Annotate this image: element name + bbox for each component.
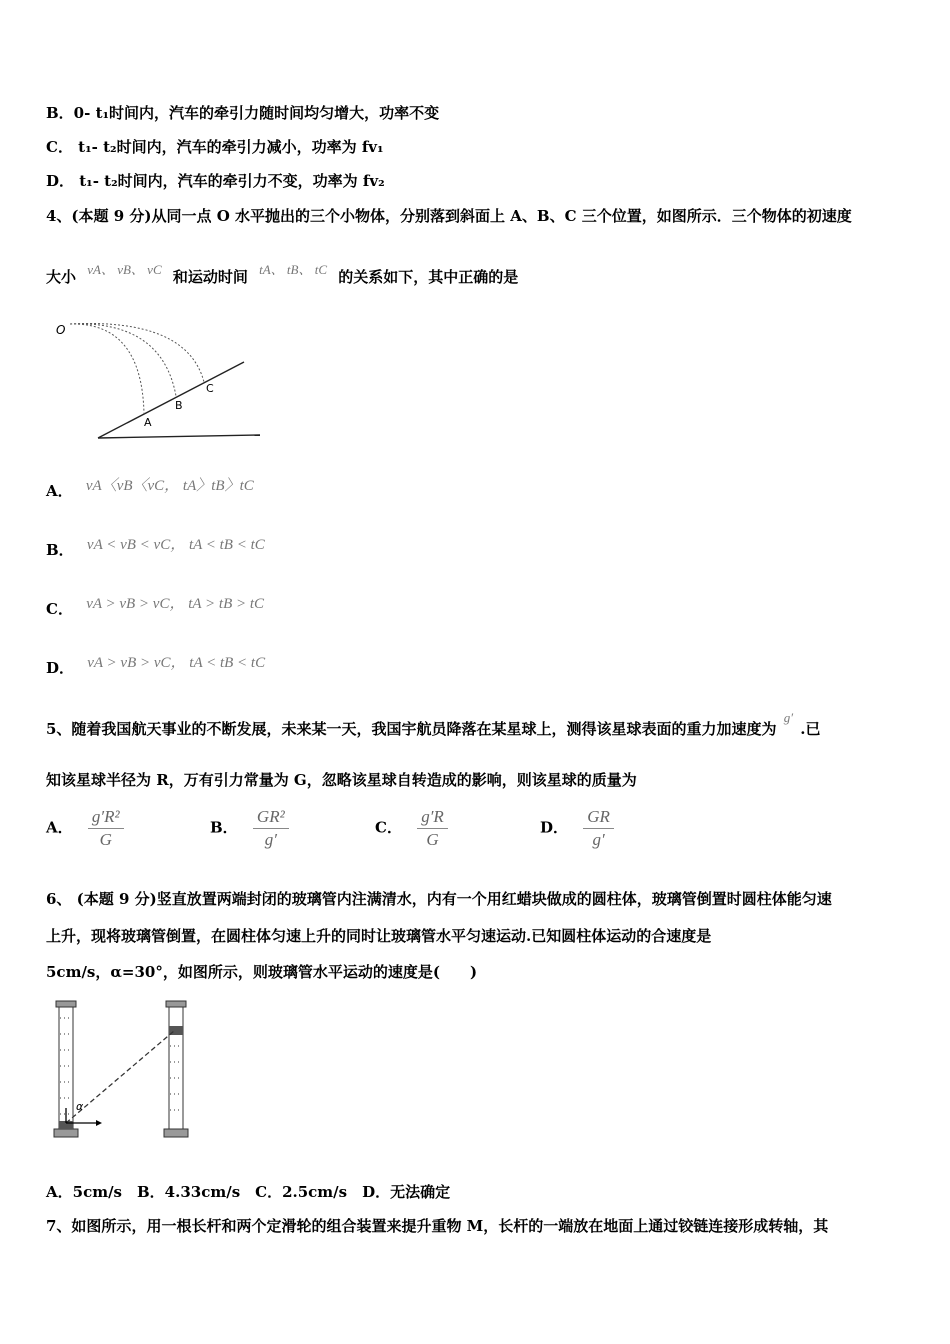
q5-option-d-fraction <box>583 806 614 851</box>
option-d-prev: D． t₁- t₂时间内，汽车的牵引力不变，功率为 fv₂ <box>46 172 385 190</box>
q5-option-c <box>375 806 448 851</box>
q5-option-c-fraction <box>417 806 448 851</box>
q4-option-c-math: vA > vB > vC， tA > tB > tC <box>86 596 265 612</box>
q5-option-c-num: g′R <box>417 806 448 829</box>
q4-option-b <box>46 539 265 560</box>
q5-option-d <box>540 806 614 851</box>
q5-text-end: .已 <box>800 720 821 738</box>
q5-option-a-num: g′R² <box>88 806 124 829</box>
q5-option-b-fraction <box>253 806 289 851</box>
q5-option-a-den: G <box>99 830 112 849</box>
option-c-prev: C． t₁- t₂时间内，汽车的牵引力减小，功率为 fv₁ <box>46 138 384 156</box>
q6-answers: A．5cm/s B．4.33cm/s C．2.5cm/s D．无法确定 <box>46 1183 451 1201</box>
label-a: A <box>144 416 152 429</box>
right-tube <box>164 1001 188 1137</box>
ground-line <box>98 435 260 438</box>
q4-text-c: 的关系如下，其中正确的是 <box>338 268 519 286</box>
q5-option-b-label: B． <box>210 818 238 837</box>
label-c: C <box>206 382 214 395</box>
q5-option-a <box>46 806 124 851</box>
arrow-head <box>96 1120 102 1126</box>
option-b-prev: B．0- t₁时间内，汽车的牵引力随时间均匀增大，功率不变 <box>46 104 440 122</box>
q4-option-a-label: A． <box>46 482 73 500</box>
trajectory-a <box>70 324 144 414</box>
q6-glass-tube-figure <box>48 996 198 1146</box>
q5-option-a-fraction <box>88 806 124 851</box>
q4-option-c-label: C． <box>46 600 73 618</box>
q5-option-b-num: GR² <box>253 806 289 829</box>
q5-option-b-den: g′ <box>264 830 277 849</box>
q5-gprime: g′ <box>783 710 794 725</box>
q4-option-d <box>46 657 265 678</box>
label-o: O <box>56 323 66 337</box>
q5-option-d-label: D． <box>540 818 569 837</box>
label-b: B <box>175 399 183 412</box>
q4-velocity-vars: vA、 vB、 vC <box>87 262 162 277</box>
q4-option-a-math: vA〈vB〈vC， tA〉tB〉tC <box>85 478 254 494</box>
q6-stem-line3: 5cm/s，α=30°，如图所示，则玻璃管水平运动的速度是( ) <box>46 963 478 981</box>
q5-option-c-label: C． <box>375 818 402 837</box>
q4-text-a: 大小 <box>46 268 77 286</box>
q6-stem-line1: 6、 (本题 9 分)竖直放置两端封闭的玻璃管内注满清水，内有一个用红蜡块做成的圆柱体，玻璃管倒置时圆柱体能匀速 <box>46 890 832 908</box>
q4-option-d-math: vA > vB > vC， tA < tB < tC <box>87 655 266 671</box>
q4-option-b-label: B． <box>46 541 74 559</box>
trajectory-c <box>70 323 204 382</box>
q4-option-d-label: D． <box>46 659 75 677</box>
q5-option-b <box>210 806 289 851</box>
q5-stem-line2: 知该星球半径为 R，万有引力常量为 G，忽略该星球自转造成的影响，则该星球的质量为 <box>46 771 637 789</box>
q4-stem-line1: 4、(本题 9 分)从同一点 O 水平抛出的三个小物体，分别落到斜面上 A、B、C 三个位置，如图所示．三个物体的初速度 <box>46 207 852 225</box>
q5-option-a-label: A． <box>46 818 73 837</box>
q5-option-c-den: G <box>426 830 439 849</box>
q5-option-d-num: GR <box>583 806 614 829</box>
q5-stem-line1 <box>46 710 821 739</box>
q5-option-d-den: g′ <box>592 830 605 849</box>
q4-option-c <box>46 598 264 619</box>
q4-text-b: 和运动时间 <box>172 268 248 286</box>
q5-text-a: 5、随着我国航天事业的不断发展，未来某一天，我国宇航员降落在某星球上，测得该星球表面的重力加速度为 <box>46 720 777 738</box>
q4-projectile-figure <box>52 312 267 442</box>
q4-stem-line2 <box>46 262 519 287</box>
alpha-label: α <box>76 1100 84 1113</box>
q4-option-b-math: vA < vB < vC， tA < tB < tC <box>86 537 265 553</box>
incline-line <box>98 362 244 438</box>
q6-stem-line2: 上升，现将玻璃管倒置，在圆柱体匀速上升的同时让玻璃管水平匀速运动.已知圆柱体运动的合速度是 <box>46 927 712 945</box>
q4-time-vars: tA、 tB、 tC <box>259 262 327 277</box>
q7-stem-line1: 7、如图所示，用一根长杆和两个定滑轮的组合装置来提升重物 M，长杆的一端放在地面上通过铰链连接形成转轴，其 <box>46 1217 829 1235</box>
q4-option-a <box>46 480 254 501</box>
trajectory-b <box>70 324 176 396</box>
